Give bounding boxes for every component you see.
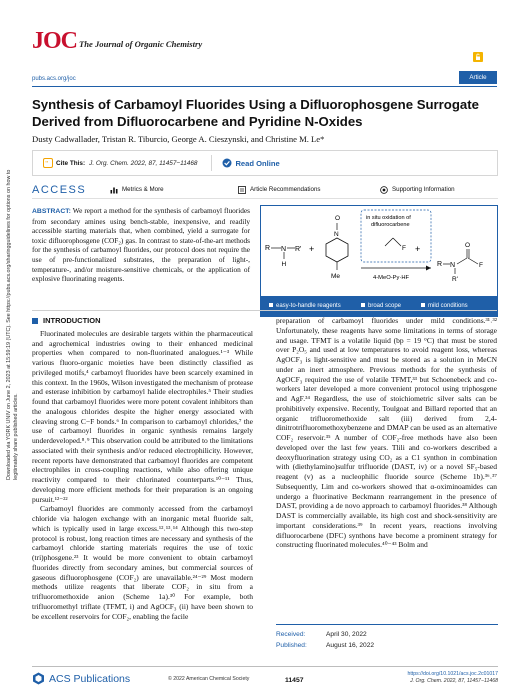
intro-paragraph-2: Carbamoyl fluorides are commonly accessed from the carbamoyl chloride via halogen exchange with an inorganic metal fluoride salt, which is typically used in large excess.¹²˒¹³˒¹⁴ Although this two-step protocol is robust, long reaction times are necessary and synthesis of the carbamoyl chloride starting materials requires the use of toxic (tri)phosgene.²³ It would be more convenient to obtain carbamoyl fluorides directly from secondary amines, but commercial sources of gaseous difluorophosgene (COF₂) are unavailable.²⁴⁻²⁹ Most modern methods utilize reagents that liberate COF₂ in situ from a trifluoromethoxide anion (Scheme 1a).³⁰ For example, both trifluoromethyl triflate (TFMT, i) and AgOCF₃ (ii) have been shown to be excellent reservoirs for COF₂, enabling the facile (32, 504, 253, 621)
toc-reagent: 4-MeO-Py·HF (373, 275, 410, 281)
toc-bond (468, 258, 478, 264)
copyright: © 2022 American Chemical Society (168, 676, 250, 682)
cite-divider (211, 155, 212, 171)
supporting-info-link[interactable] (380, 186, 455, 194)
toc-plus-1: + (309, 244, 315, 254)
toc-in-situ-line-2: difluorocarbene (371, 222, 410, 228)
published-date: August 16, 2022 (326, 642, 375, 649)
toc-product-r: R (437, 261, 443, 268)
intro-paragraph-3: preparation of carbamoyl fluorides under mild conditions.³¹˒³² Unfortunately, these reagents have some limitations in terms of storage and usage. TFMT is a volatile liquid (bp = 19 °C) that must be stored over P₂O₅ and used at low temperatures to avoid reagent loss, whereas AgOCF₃ is light-sensitive and must be stored as a solution in MeCN under an inert atmosphere. Previous methods for the synthesis of AgOCF₃ required the use of volatile TFMT,³³ but Schoenebeck and co-workers later developed a more convenient protocol using triphosgene and AgF.³⁴ Regardless, the use of stoichiometric silver salts can be prohibitively expensive. Recently, Toulgoat and Billard reported that an organic trifluoromethoxide salt (iii) derived from 2,4-dinitrotrifluoromethoxybenzene and DMAP can be used as an alternative COF₂ reservoir.³⁵ A number of COF₂-free methods have also been developed over the last few years. Tlili and co-workers described a deoxyfluorination strategy using CO₂ as a C1 synthon in combination with (diethylamino)sulfur trifluoride (DAST, iv) or a novel SF₅-based reagent (v) as a nucleophilic fluoride source (Scheme 1b).³⁶˒³⁷ Subsequently, Lim and co-workers showed that α-oximinoamides can undergo a fluorinative Beckmann rearrangement in the presence of DAST, providing a de novo approach to carbamoyl fluorides.³⁸ Although DAST is commercially available, its high cost and shock-sensitivity are important considerations.³⁹ In recent years, reactions involving difluorocarbene (DFC) synthons have become a prominent strategy for constructing fluorinated molecules.⁴⁰⁻⁴³ Bolm and (276, 316, 497, 550)
toc-r-left: R (265, 245, 271, 252)
toc-bullet (421, 303, 425, 307)
cite-bar (32, 150, 498, 176)
access-bar (32, 181, 498, 199)
toc-pyridine-ring (326, 238, 348, 262)
footer-citation: J. Org. Chem. 2022, 87, 11457−11468 (410, 678, 498, 684)
toc-amine-n: N (281, 246, 287, 253)
read-online-link[interactable]: Read Online (235, 158, 280, 168)
journal-header (32, 30, 202, 52)
toc-bond (457, 258, 467, 264)
intro-paragraph-1: Fluorinated molecules are desirable targets within the pharmaceutical and agrochemical industries owing to their enhanced medicinal properties when compared to non-fluorinated analogues.¹⁻³ While various fluoro-organic moieties have been distinctly classified as privileged motifs,⁴ carbamoyl fluorides have been scarcely examined in this context. In the 1960s, Wilson investigated the mechanism of protease and esterase inhibition by carbamoyl halide electrophiles.⁵ Their studies found that carbamoyl fluorides were more potent covalent inhibitors than the analogous chlorides despite the higher energy associated with cleaving strong C−F bonds.⁶ In comparison to carbamoyl chlorides,⁷ the use of carbamoyl fluorides in organic synthesis remains largely underdeveloped.⁸˒⁹ This observation could be attributed to the limitations associated with their synthesis and/or reduced electrophilicity. However, recent reports have demonstrated that carbamoyl fluorides are competent electrophiles in cross-coupling reactions, while also offering unique reactivity compared to their chlorinated counterparts.¹⁰⁻¹¹ Thus, developing more efficient methods for their preparation is an ongoing pursuit.¹²⁻²² (32, 328, 253, 504)
toc-product-f: F (479, 262, 483, 269)
footer-doi (398, 671, 498, 685)
published-row (276, 640, 498, 651)
supporting-info-label: Supporting Information (392, 186, 455, 193)
toc-amine-h: H (281, 261, 287, 268)
dates-box (276, 624, 498, 651)
toc-in-situ-line-1: in situ oxidation of (366, 215, 411, 221)
recommendations-link[interactable] (238, 186, 380, 194)
published-label: Published: (276, 642, 307, 649)
toc-fluorine: F (402, 245, 406, 252)
abstract-text: We report a method for the synthesis of carbamoyl fluorides from secondary amines using bench-stable, inexpensive, and readily accessible starting materials that, when combined, yield a surrogate for toxic difluorophosgene (COF₂) gas. In contrast to state-of-the-art methods for the synthesis of carbamoyl fluorides, our protocol does not require the use of pre-functionalized substrates, the preparation of light-, temperature-, and/or moisture-sensitive chemicals, or the application of explosive fluorinating reagents. (32, 206, 250, 284)
intro-left-column (32, 316, 253, 621)
toc-product-r-prime: R' (452, 276, 458, 283)
received-label: Received: (276, 631, 306, 638)
received-row (276, 629, 498, 640)
toc-methyl: Me (331, 273, 341, 280)
doi-link[interactable]: https://doi.org/10.1021/acs.joc.2c01017 (407, 671, 498, 677)
quote-icon[interactable] (43, 158, 53, 168)
toc-feature-1: easy-to-handle reagents (276, 303, 341, 309)
toc-product-n: N (450, 262, 456, 269)
footer-divider (32, 666, 498, 667)
intro-heading-text: INTRODUCTION (43, 316, 101, 325)
download-note-text: Downloaded via YORK UNIV on June 2, 2023 at 15:59:19 (UTC). See https://pubs.acs.org/sharingguidelines for options on how to legitimately share published articles. (6, 169, 19, 480)
intro-heading (32, 316, 253, 326)
acs-hexagon-icon (32, 672, 45, 685)
article-type-badge: Article (459, 71, 497, 84)
toc-bond (393, 238, 401, 246)
toc-bond (385, 238, 393, 246)
metrics-label: Metrics & More (122, 186, 164, 193)
publisher-name: ACS Publications (49, 672, 131, 685)
toc-oxide-o: O (335, 215, 341, 222)
abstract-divider (32, 310, 497, 311)
supporting-info-icon (380, 186, 388, 194)
toc-plus-2: + (415, 244, 421, 254)
access-label: ACCESS (32, 183, 87, 196)
toc-bullet (361, 303, 365, 307)
toc-feature-2: broad scope (368, 303, 402, 309)
toc-arrow-head (426, 266, 431, 271)
toc-bullet (269, 303, 273, 307)
section-square-icon (32, 318, 38, 324)
abstract (32, 206, 250, 284)
intro-right-column (276, 316, 497, 550)
abstract-lead: ABSTRACT: (32, 208, 71, 215)
bar-chart-icon (110, 186, 118, 194)
cite-label: Cite This: (56, 159, 86, 167)
metrics-link[interactable] (110, 186, 238, 194)
toc-pyridine-n: N (334, 231, 339, 238)
toc-product-o: O (465, 242, 471, 249)
header-divider (32, 86, 497, 87)
journal-logo: JOC (32, 28, 77, 54)
download-note (2, 150, 26, 480)
article-title: Synthesis of Carbamoyl Fluorides Using a Difluorophosgene Surrogate Derived from Difluorocarbene and Pyridine N-Oxides (32, 97, 479, 129)
open-access-icon[interactable] (473, 52, 483, 62)
journal-url-link[interactable]: pubs.acs.org/joc (32, 76, 76, 82)
page-number: 11457 (285, 677, 304, 684)
recommendations-label: Article Recommendations (250, 186, 321, 193)
toc-r-prime: R' (295, 246, 302, 253)
cite-reference[interactable]: J. Org. Chem. 2022, 87, 11457−11468 (89, 159, 198, 167)
author-list[interactable]: Dusty Cadwallader, Tristan R. Tiburcio, George A. Cieszynski, and Christine M. Le* (32, 134, 325, 144)
journal-name: The Journal of Organic Chemistry (79, 39, 203, 49)
svg-text:": " (45, 160, 49, 168)
toc-feature-3: mild conditions (428, 303, 468, 309)
received-date: April 30, 2022 (326, 631, 367, 638)
toc-graphic (260, 205, 498, 317)
read-online-icon[interactable] (222, 158, 232, 168)
article-list-icon (238, 186, 246, 194)
acs-logo[interactable] (32, 672, 130, 685)
